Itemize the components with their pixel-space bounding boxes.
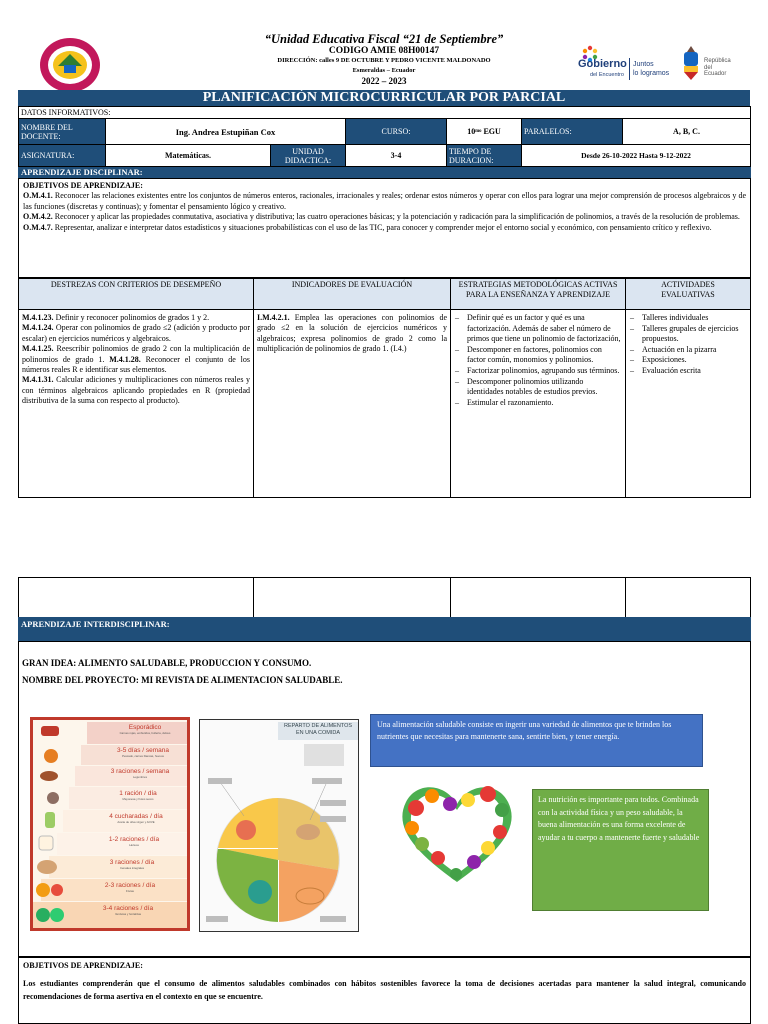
school-address: DIRECCIÓN: calles 9 DE OCTUBRE Y PEDRO VICENTE MALDONADO (277, 57, 491, 64)
info-table (18, 106, 751, 167)
objetivo-om41: O.M.4.1. Reconocer las relaciones existentes entre los conjuntos de números enteros, racionales, irracionales y reales; ordenar estos números y operar con ellos para lograr una mejor comprensión de procesos algebraicos y de las funciones (discretas y continuas); y fomentar el pensamiento lógico y creativo. (23, 191, 746, 211)
estrategia-item: – Factorizar polinomios, agrupando sus términos. (453, 366, 621, 377)
pyramid-sub: Mayonesa y frutos secos (122, 797, 154, 801)
destreza-m4123: M.4.1.23. Definir y reconocer polinomios de grados 1 y 2. (22, 313, 210, 322)
tiempo-label: TIEMPO DE DURACION: (447, 145, 522, 167)
pyramid-label: 1-2 raciones / día (108, 836, 160, 843)
actividad-item: – Talleres individuales (628, 313, 746, 324)
destrezas-cell (18, 309, 254, 498)
curso-label: CURSO: (346, 119, 447, 145)
actividades-cell (625, 309, 751, 498)
estrategia-item: – Definir qué es un factor y qué es una factorización. Además de saber el número de primos que tiene un polinomio de factorización, (453, 313, 621, 345)
col-header-estrategias: ESTRATEGIAS METODOLÓGICAS ACTIVAS PARA LA ENSEÑANZA Y APRENDIZAJE (450, 278, 626, 310)
tiempo-value: Desde 26-10-2022 Hasta 9-12-2022 (522, 145, 751, 167)
pyramid-sub: Aceite de oliva virgen y AOVE (117, 820, 155, 824)
aprendizaje-disciplinar-label: APRENDIZAJE DISCIPLINAR: (18, 167, 751, 178)
indicadores-cell (253, 309, 451, 498)
plate-title: REPARTO DE ALIMENTOS EN UNA COMIDA (283, 723, 353, 736)
curso-value: 10ᵐᵒ EGU (447, 119, 522, 145)
actividad-item: – Talleres grupales de ejercicios propuestos. (628, 324, 746, 345)
slogan-line-1: Juntos (633, 61, 654, 68)
pyramid-label: 3 raciones / semana (110, 768, 170, 775)
school-name: “Unidad Educativa Fiscal “21 de Septiembre” (264, 32, 504, 46)
nombre-proyecto: NOMBRE DEL PROYECTO: MI REVISTA DE ALIMENTACION SALUDABLE. (22, 675, 343, 685)
pyramid-label: 3 raciones / día (109, 859, 155, 866)
pyramid-sub: Pescado, carnes blancas, huevos (122, 754, 164, 758)
objetivos-interdisciplinar-text: Los estudiantes comprenderán que el consumo de alimentos saludables combinados con hábitos sostenibles favorece la toma de decisiones acertadas para mantener la salud integral, comunicando recomendaciones de forma asertiva en el contexto en que se encuentre. (23, 979, 746, 1002)
col-header-destrezas: DESTREZAS CON CRITERIOS DE DESEMPEÑO (18, 278, 254, 310)
actividad-item: – Actuación en la pizarra (628, 345, 746, 356)
asignatura-value: Matemáticas. (106, 145, 271, 167)
indicador-im421: I.M.4.2.1. Emplea las operaciones con polinomios de grado ≤2 en la solución de ejercicios numéricos y algebraicos; expresa polinomios de grado 2 como la multiplicación de polinomios de grado 1. (I.4.) (257, 313, 447, 354)
docente-value: Ing. Andrea Estupiñan Cox (106, 119, 346, 145)
republica-line-2: del Ecuador (704, 65, 727, 77)
objetivo-om47: O.M.4.7. Representar, analizar e interpretar datos estadísticos y situaciones probabilísticas con el uso de las TIC, para conocer y comprender mejor el entorno social y económico, con pensamiento crítico y reflexivo. (23, 222, 712, 232)
estrategias-list (453, 313, 621, 408)
destreza-m4124: M.4.1.24. Operar con polinomios de grado ≤2 (adición y producto por escalar) en ejercicios numéricos y algebraicos. (22, 323, 250, 343)
pyramid-label: 3-4 raciones / día (102, 905, 154, 912)
school-year: 2022 – 2023 (361, 76, 407, 86)
food-pyramid-image (30, 717, 190, 931)
paralelos-label: PARALELOS: (522, 119, 623, 145)
actividad-item: – Evaluación escrita (628, 366, 746, 377)
estrategia-item: – Estimular el razonamiento. (453, 398, 621, 409)
pyramid-label: 2-3 raciones / día (104, 882, 156, 889)
aprendizaje-interdisciplinar-label: APRENDIZAJE INTERDISCIPLINAR: (18, 617, 751, 641)
gran-idea: GRAN IDEA: ALIMENTO SALUDABLE, PRODUCCION Y CONSUMO. (22, 658, 312, 668)
continuation-cell-3 (450, 577, 626, 618)
alimentacion-saludable-box (370, 714, 703, 767)
pyramid-sub: Frutas (126, 889, 134, 893)
estrategia-item: – Descomponer polinomios utilizando identidades notables de estudios previos. (453, 377, 621, 398)
paralelos-value: A, B, C. (623, 119, 751, 145)
school-city: Esmeraldas – Ecuador (352, 67, 416, 74)
pyramid-label: 3-5 días / semana (116, 747, 170, 754)
nutricion-text: La nutrición es importante para todos. Combinada con la actividad física y un peso saludable, la buena alimentación es una forma excelente de ayudar a tu cuerpo a mantenerte fuerte y saludable (538, 795, 700, 842)
unidad-label: UNIDAD DIDACTICA: (271, 145, 346, 167)
pyramid-sub: Carnes rojas, embutidos, bollería, dulces (119, 731, 171, 735)
estrategia-item: – Descomponer en factores, polinomios con factor común, monomios y polinomios. (453, 345, 621, 366)
pyramid-sub: Lácteos (129, 843, 139, 847)
pyramid-sub: Cereales integrales (119, 866, 145, 870)
pyramid-label: 1 ración / día (119, 790, 157, 797)
republica-line-1: República (704, 58, 731, 64)
pyramid-label: Esporádico (128, 724, 162, 731)
estrategias-cell (450, 309, 626, 498)
pyramid-sub: Verduras y hortalizas (114, 912, 142, 916)
docente-label: NOMBRE DEL DOCENTE: (19, 119, 106, 145)
objetivo-om42: O.M.4.2. Reconocer y aplicar las propiedades conmutativa, asociativa y distributiva; las cuatro operaciones básicas; y la potenciación y radicación para la simplificación de polinomios, a través de la resolución de problemas. (23, 212, 740, 222)
asignatura-label: ASIGNATURA: (19, 145, 106, 167)
slogan-line-2: lo logramos (633, 70, 670, 77)
pyramid-label: 4 cucharadas / día (109, 813, 163, 820)
fruit-heart-image (392, 778, 522, 888)
nutricion-box (532, 789, 709, 911)
col-header-actividades: ACTIVIDADES EVALUATIVAS (625, 278, 751, 310)
destreza-m4131: M.4.1.31. Calcular adiciones y multiplicaciones con números reales y con términos algebraicos aplicando propiedades en R (propiedad distributiva de la suma con respecto al producto). (22, 375, 250, 406)
objetivos-box (18, 178, 751, 278)
plate-illustration (200, 720, 359, 932)
continuation-cell-1 (18, 577, 254, 618)
gobierno-sub: del Encuentro (590, 72, 624, 78)
food-plate-image (199, 719, 359, 932)
gobierno-logo (574, 44, 674, 84)
objetivos-label: OBJETIVOS DE APRENDIZAJE: (23, 181, 143, 190)
continuation-cell-2 (253, 577, 451, 618)
col-header-indicadores: INDICADORES DE EVALUACIÓN (253, 278, 451, 310)
pyramid-sub: Legumbres (133, 775, 147, 779)
continuation-cell-4 (625, 577, 751, 618)
amie-code: CODIGO AMIE 08H00147 (328, 46, 440, 56)
alimentacion-saludable-text: Una alimentación saludable consiste en ingerir una variedad de alimentos que te brinden los nutrientes que necesitas para mantenerte sana, sentirte bien, y tener energía. (377, 720, 672, 741)
destreza-m4125: M.4.1.25. Reescribir polinomios de grado 2 con la multiplicación de polinomios de grado 1. M.4.1.28. Reconocer el conjunto de los números reales R e identificar sus elementos. (22, 344, 251, 375)
objetivos-interdisciplinar-box (18, 957, 751, 1024)
actividades-list (628, 313, 746, 377)
ecuador-coat-of-arms (680, 46, 730, 86)
gobierno-divider (629, 58, 630, 80)
actividad-item: – Exposiciones. (628, 355, 746, 366)
objetivos-interdisciplinar-label: OBJETIVOS DE APRENDIZAJE: (23, 961, 143, 970)
datos-informativos-label: DATOS INFORMATIVOS: (19, 107, 751, 119)
plan-title: PLANIFICACIÓN MICROCURRICULAR POR PARCIAL (18, 90, 750, 106)
gobierno-word: Gobierno (578, 58, 627, 70)
unidad-value: 3-4 (346, 145, 447, 167)
